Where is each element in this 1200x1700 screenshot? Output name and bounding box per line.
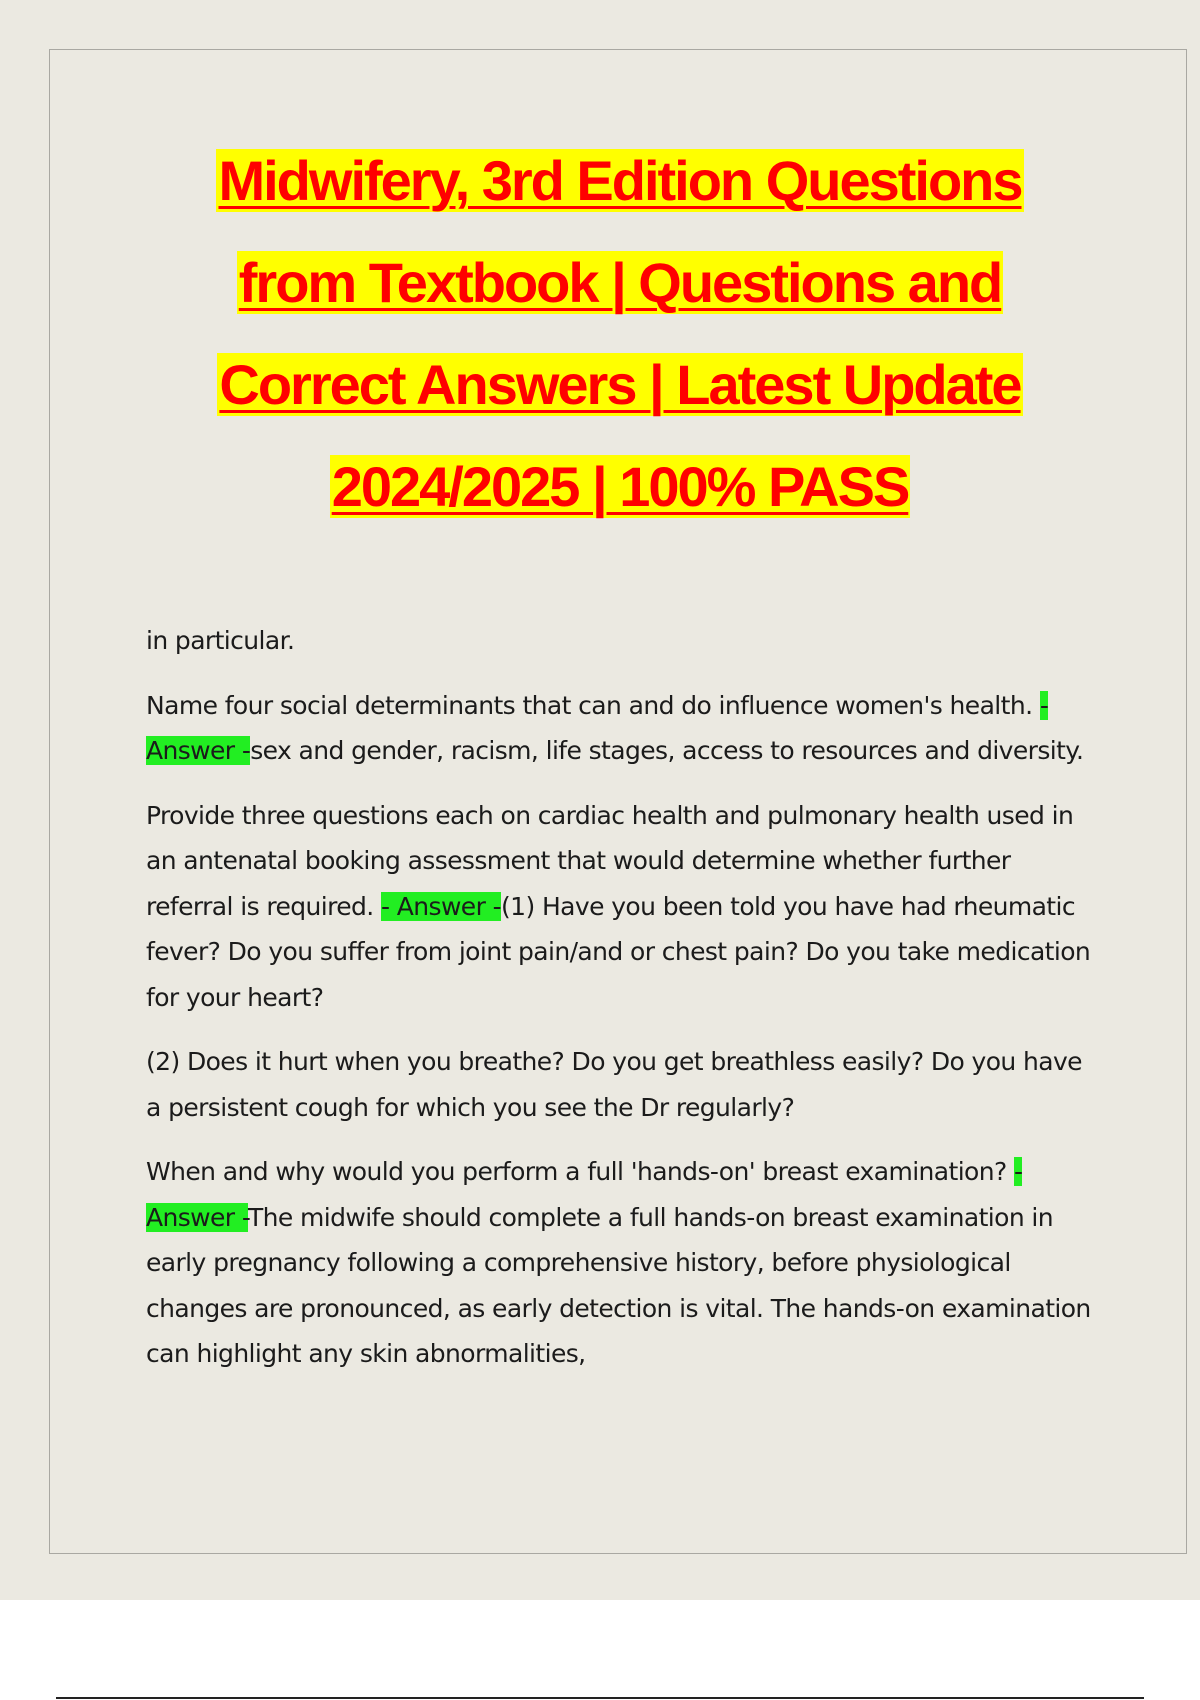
answer-label: - Answer -: [381, 891, 502, 921]
title-line-3: Correct Answers | Latest Update: [219, 353, 1021, 416]
bottom-divider: [56, 1697, 1144, 1699]
title-line-1: Midwifery, 3rd Edition Questions: [218, 149, 1022, 212]
document-body: [146, 618, 1096, 1396]
answer-label: - Answer -: [146, 690, 1049, 765]
question-text: Name four social determinants that can and do influence women's health.: [146, 690, 1033, 720]
question-text: When and why would you perform a full 'hands-on' breast examination?: [146, 1157, 1007, 1186]
title-line-2: from Textbook | Questions and: [238, 251, 1002, 314]
document-title: [100, 130, 1140, 538]
answer-text: (1) Have you been told you have had rheumatic fever? Do you suffer from joint pain/and or chest pain? Do you take medication for your heart?: [146, 891, 1091, 1012]
paragraph-text: (2) Does it hurt when you breathe? Do you get breathless easily? Do you have a persistent cough for which you see the Dr regularly?: [146, 1047, 1082, 1122]
qa-item-cardiac-pulmonary: [146, 793, 1096, 1021]
paragraph-text: in particular.: [146, 626, 295, 655]
answer-text: sex and gender, racism, life stages, access to resources and diversity.: [250, 736, 1084, 765]
question-text: Provide three questions each on cardiac health and pulmonary health used in an antenatal booking assessment that would determine whether further referral is required.: [146, 800, 1074, 921]
title-line-4: 2024/2025 | 100% PASS: [331, 455, 909, 518]
answer-text: The midwife should complete a full hands-on breast examination in early pregnancy following a comprehensive history, before physiological changes are pronounced, as early detection is vital. The hands-on examination can highlight any skin abnormalities,: [146, 1202, 1091, 1368]
qa-item-breast-examination: [146, 1149, 1096, 1377]
paragraph-continuation: [146, 618, 1096, 664]
answer-continuation: [146, 1039, 1096, 1130]
qa-item-social-determinants: [146, 683, 1096, 774]
answer-label: - Answer -: [146, 1157, 1023, 1232]
